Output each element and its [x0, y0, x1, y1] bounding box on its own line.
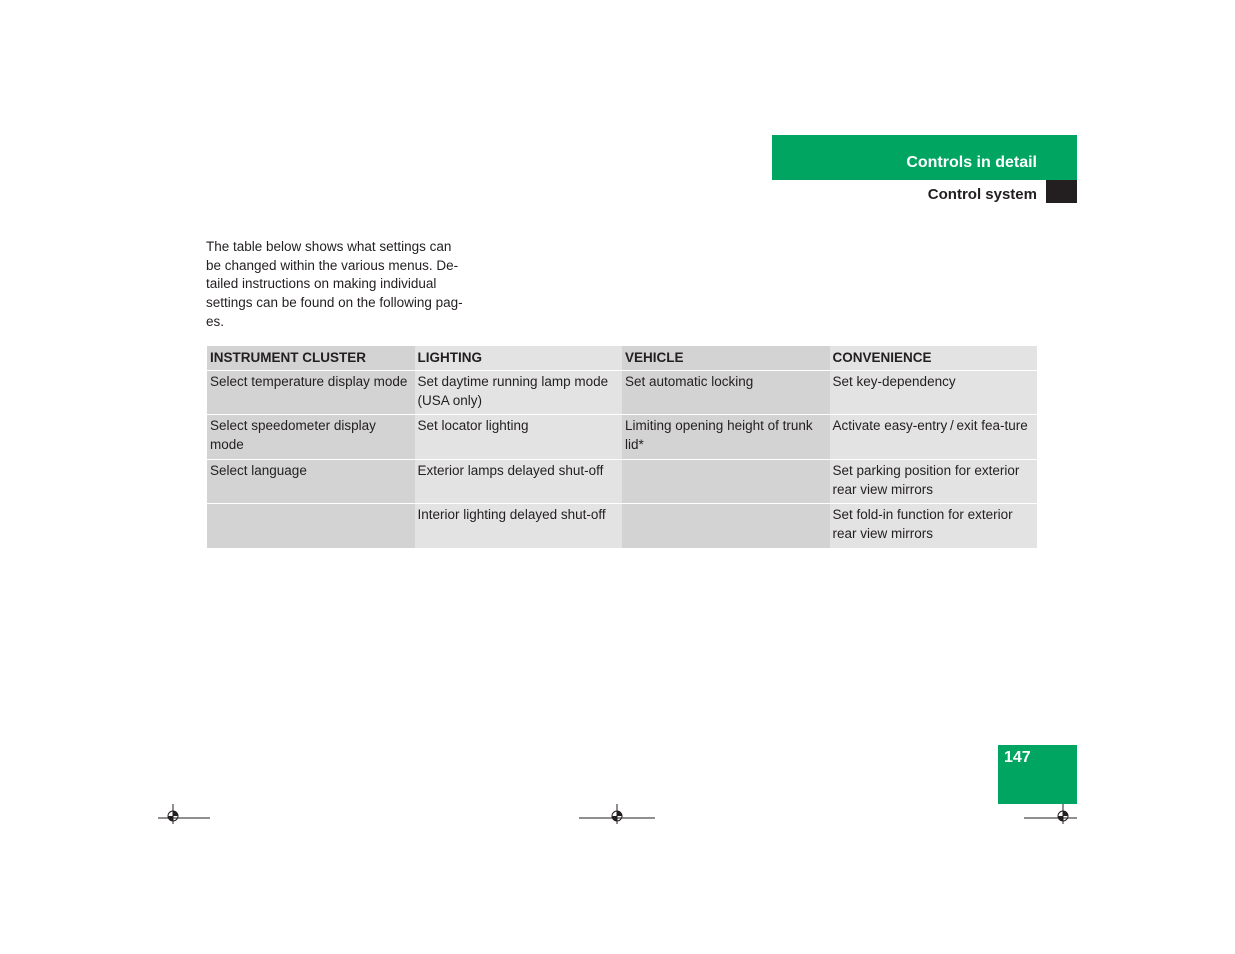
page-number: 147 [1004, 749, 1031, 766]
table-cell [622, 504, 830, 548]
table-cell: Set key-dependency [830, 371, 1038, 415]
table-cell: Limiting opening height of trunk lid* [622, 415, 830, 459]
section-header-band [772, 135, 1077, 180]
column-header-convenience: CONVENIENCE [830, 346, 1038, 371]
settings-menu-table [207, 346, 1037, 549]
table-cell: Exterior lamps delayed shut-off [415, 459, 623, 503]
table-cell: Set daytime running lamp mode (USA only) [415, 371, 623, 415]
table-cell: Select temperature display mode [207, 371, 415, 415]
crosshair-registration-icon [579, 802, 657, 824]
table-header-row [207, 346, 1037, 371]
table-row [207, 504, 1037, 548]
column-header-vehicle: VEHICLE [622, 346, 830, 371]
table-row [207, 371, 1037, 415]
table-cell: Interior lighting delayed shut-off [415, 504, 623, 548]
page-number-box [998, 745, 1077, 804]
intro-line: be changed within the various menus. De- [206, 257, 459, 273]
column-header-instrument-cluster: INSTRUMENT CLUSTER [207, 346, 415, 371]
intro-line: The table below shows what settings can [206, 239, 452, 254]
table-cell [207, 504, 415, 548]
table-cell: Set automatic locking [622, 371, 830, 415]
table-cell: Select language [207, 459, 415, 503]
table-cell: Set parking position for exterior rear view mirrors [830, 459, 1038, 503]
crosshair-registration-icon [158, 802, 212, 824]
table-cell: Set fold-in function for exterior rear view mirrors [830, 504, 1038, 548]
table-cell: Activate easy-entry / exit fea-ture [830, 415, 1038, 459]
subsection-title: Control system [927, 186, 1037, 203]
intro-paragraph [206, 238, 481, 332]
table-row [207, 459, 1037, 503]
section-tab-marker [1046, 180, 1077, 203]
intro-line: tailed instructions on making individual [206, 276, 437, 292]
section-title: Controls in detail [906, 154, 1037, 171]
intro-line: es. [206, 313, 225, 329]
column-header-lighting: LIGHTING [415, 346, 623, 371]
intro-line: settings can be found on the following pag- [206, 295, 463, 311]
crosshair-registration-icon [1024, 802, 1078, 824]
table-cell: Set locator lighting [415, 415, 623, 459]
table-cell [622, 459, 830, 503]
table-row [207, 415, 1037, 459]
table-cell: Select speedometer display mode [207, 415, 415, 459]
